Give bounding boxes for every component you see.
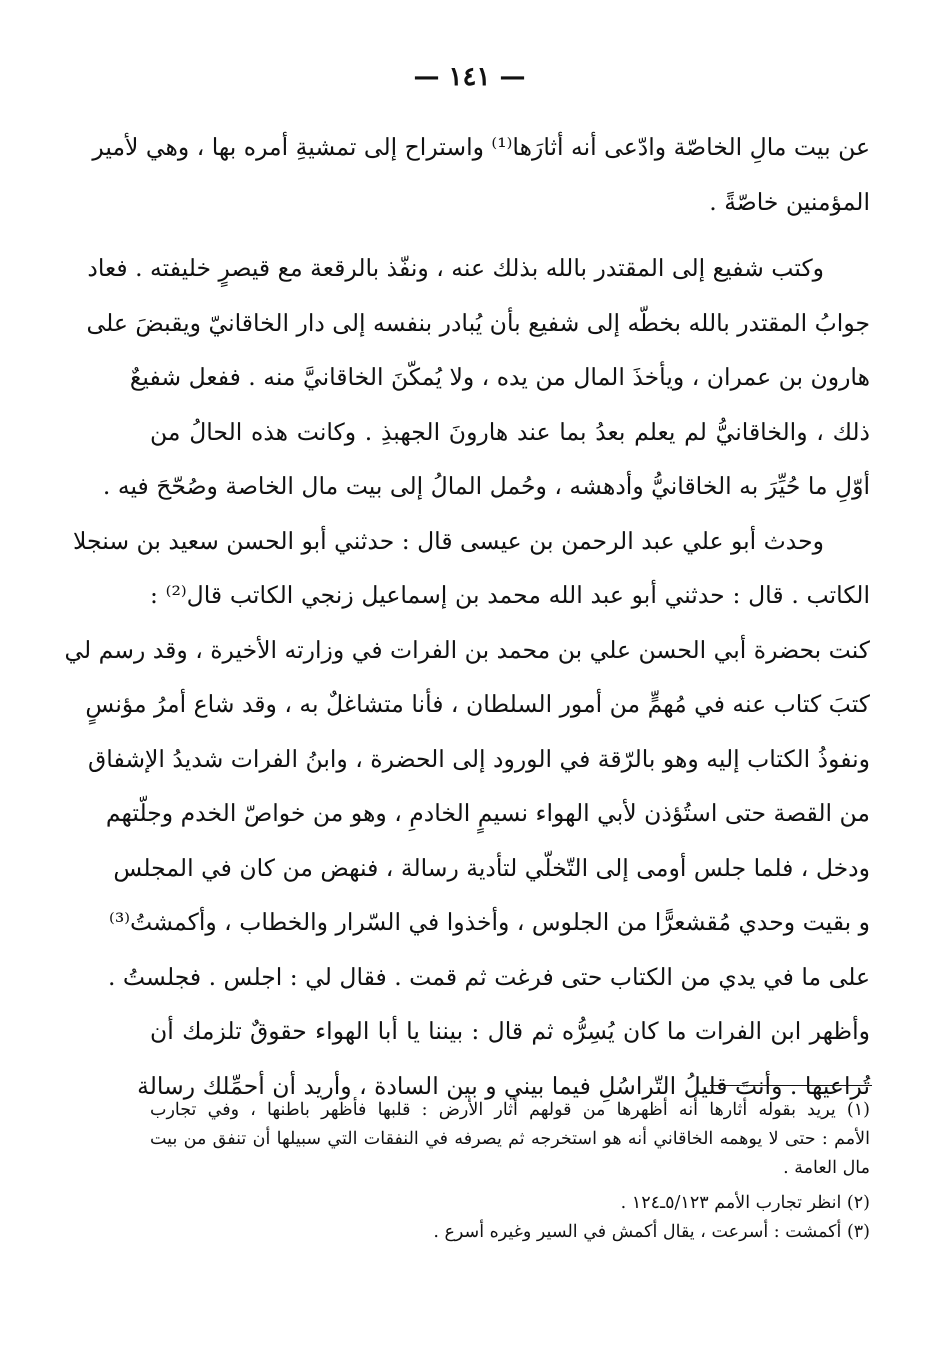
footnote-line: (٢) انظر تجارب الأمم ٥/١٢٣ـ١٢٤ .	[620, 1193, 870, 1213]
footnote-line: مال العامة .	[783, 1158, 870, 1178]
footnote-divider	[710, 1085, 872, 1086]
body-line: تُراعيها . وأنتَ قليلُ التّراسُلِ فيما بيني و بين السادة ، وأريد أن أحمِّلك رسالة	[137, 1071, 870, 1100]
body-line: على ما في يدي من الكتاب حتى فرغت ثم قمت . فقال لي : اجلس . فجلستُ .	[107, 962, 870, 991]
body-line: من القصة حتى استُؤذن لأبي الهواء نسيمٍ الخادمِ ، وهو من خواصّ الخدم وجلّتهم	[105, 799, 870, 827]
body-line: كنت بحضرة أبي الحسن علي بن محمد بن الفرات في وزارته الأخيرة ، وقد رسم لي	[64, 635, 870, 664]
body-line: الكاتب . قال : حدثني أبو عبد الله محمد بن إسماعيل زنجي الكاتب قال⁽²⁾ :	[150, 581, 870, 609]
body-line: جوابُ المقتدر بالله بخطّه إلى شفيع بأن يُبادر بنفسه إلى دار الخاقانيّ ويقبضَ على	[86, 308, 870, 337]
footnotes	[150, 1096, 870, 1247]
page-number: — ١٤١ —	[413, 62, 526, 92]
body-line: ذلك ، والخاقانيُّ لم يعلم بعدُ بما عند هارونَ الجهبذِ . وكانت هذه الحالُ من	[150, 417, 870, 446]
body-text	[64, 120, 870, 1113]
body-line: هارون بن عمران ، ويأخذَ المال من يده ، ولا يُمكّنَ الخاقانيَّ منه . ففعل شفيعٌ	[129, 363, 870, 391]
body-line: ودخل ، فلما جلس أومى إلى التّخلّي لتأدية رسالة ، فنهض من كان في المجلس	[113, 853, 870, 882]
body-line: أوّلِ ما حُيِّرَ به الخاقانيُّ وأدهشه ، وحُمل المالُ إلى بيت مال الخاصة وصُحّحَ فيه .	[102, 472, 870, 500]
body-line: كتبَ كتاب عنه في مُهمٍّ من أمور السلطان ، فأنا متشاغلٌ به ، وقد شاع أمرُ مؤنسٍ	[85, 690, 870, 718]
body-line: وحدث أبو علي عبد الرحمن بن عيسى قال : حدثني أبو الحسن سعيد بن سنجلا	[73, 526, 824, 555]
footnote-line: الأمم : حتى لا يوهمه الخاقاني أنه هو استخرجه ثم يصرفه في النفقات التي سبيلها أن تنفق من بيت	[150, 1129, 870, 1149]
body-line: وأظهر ابن الفرات ما كان يُسِرُّه ثم قال : بيننا يا أبا الهواء حقوقٌ تلزمك أن	[150, 1017, 870, 1045]
footnote-line: (٣) أكمشت : أسرعت ، يقال أكمش في السير وغيره أسرع .	[433, 1222, 870, 1242]
body-line: وكتب شفيع إلى المقتدر بالله بذلك عنه ، ونفّذ بالرقعة مع قيصرٍ خليفته . فعاد	[87, 254, 824, 282]
body-line: عن بيت مالِ الخاصّة وادّعى أنه أثارَها⁽¹⁾ واستراح إلى تمشيةِ أمره بها ، وهي لأمير	[92, 133, 870, 161]
body-line: و بقيت وحدي مُقشعرًّا من الجلوس ، وأخذوا في السّرار والخطاب ، وأكمشتُ⁽³⁾	[109, 908, 870, 936]
body-line: المؤمنين خاصّةً .	[709, 187, 870, 216]
footnote-line: (١) يريد بقوله أثارها أنه أظهرها من قولهم أثار الأرض : قلبها فأظهر باطنها ، وفي تجارب	[150, 1100, 870, 1120]
body-line: ونفوذُ الكتاب إليه وهو بالرّقة في الورود إلى الحضرة ، وابنُ الفرات شديدُ الإشفاق	[88, 744, 870, 773]
